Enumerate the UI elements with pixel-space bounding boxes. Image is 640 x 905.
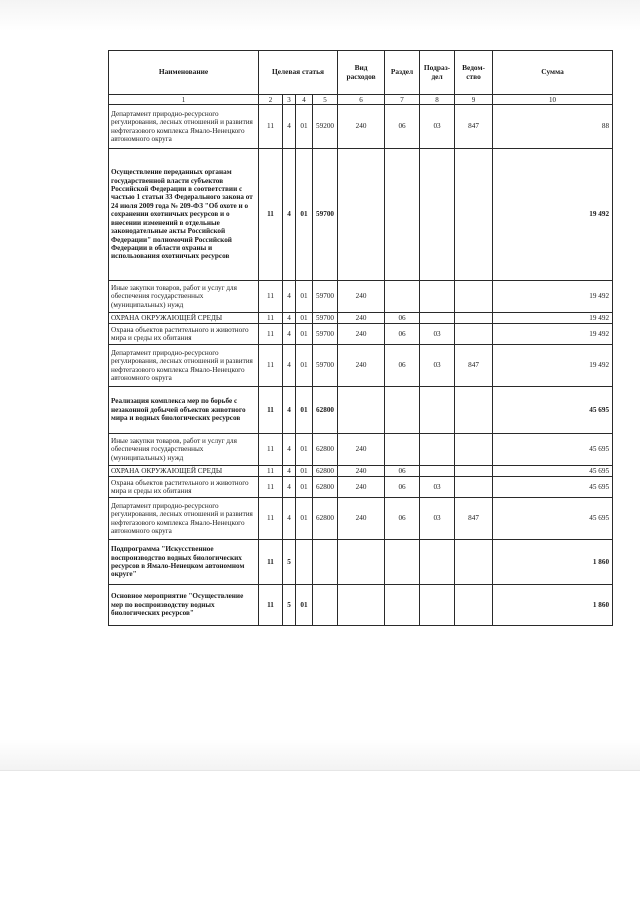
budget-table	[108, 50, 613, 626]
target-article-part-3: 01	[296, 434, 313, 466]
expense-type: 240	[338, 313, 385, 324]
row-name: Основное мероприятие "Осуществление мер по воспроизводству водных биологических ресурсов"	[109, 585, 259, 626]
target-article-part-3: 01	[296, 585, 313, 626]
section-code	[385, 540, 420, 585]
target-article-part-2: 4	[283, 466, 296, 477]
department-code	[455, 540, 493, 585]
subsection-code	[420, 313, 455, 324]
target-article-part-1: 11	[259, 585, 283, 626]
column-number: 1	[109, 95, 259, 105]
target-article-part-1: 11	[259, 434, 283, 466]
department-code	[455, 281, 493, 313]
target-article-part-1: 11	[259, 324, 283, 345]
amount: 19 492	[493, 281, 613, 313]
header-name: Наименование	[109, 51, 259, 95]
expense-type: 240	[338, 324, 385, 345]
expense-type: 240	[338, 434, 385, 466]
column-number: 6	[338, 95, 385, 105]
subsection-code: 03	[420, 498, 455, 540]
target-article-part-2: 4	[283, 345, 296, 387]
section-code: 06	[385, 498, 420, 540]
amount: 45 695	[493, 466, 613, 477]
target-article-part-3: 01	[296, 281, 313, 313]
target-article-part-3: 01	[296, 387, 313, 434]
column-number: 10	[493, 95, 613, 105]
target-article-part-2: 4	[283, 324, 296, 345]
target-article-part-4	[313, 540, 338, 585]
target-article-part-4: 62800	[313, 387, 338, 434]
department-code	[455, 387, 493, 434]
table-header-row	[109, 51, 613, 95]
amount: 19 492	[493, 324, 613, 345]
target-article-part-1: 11	[259, 345, 283, 387]
section-code: 06	[385, 466, 420, 477]
table-row	[109, 498, 613, 540]
row-name: ОХРАНА ОКРУЖАЮЩЕЙ СРЕДЫ	[109, 466, 259, 477]
target-article-part-1: 11	[259, 387, 283, 434]
amount: 45 695	[493, 477, 613, 498]
subsection-code: 03	[420, 324, 455, 345]
row-name: Иные закупки товаров, работ и услуг для обеспечения государственных (муниципальных) нужд	[109, 281, 259, 313]
target-article-part-3	[296, 540, 313, 585]
target-article-part-2: 4	[283, 387, 296, 434]
target-article-part-2: 5	[283, 540, 296, 585]
row-name: Осуществление переданных органам государственной власти субъектов Российской Федерации в соответствии с частью 1 статьи 33 Федерального закона от 24 июля 2009 года № 209-ФЗ "Об охоте и о сохранении охотничьих ресурсов и о внесении изменений в отдельные законодательные акты Российской Федерации" полномочий Российской Федерации в области охраны и использования охотничьих ресурсов	[109, 149, 259, 281]
subsection-code	[420, 585, 455, 626]
expense-type: 240	[338, 498, 385, 540]
table-row	[109, 281, 613, 313]
header-subsection: Подраз-дел	[420, 51, 455, 95]
row-name: Департамент природно-ресурсного регулирования, лесных отношений и развития нефтегазового комплекса Ямало-Ненецкого автономного округа	[109, 105, 259, 149]
target-article-part-2: 4	[283, 434, 296, 466]
table-row	[109, 105, 613, 149]
amount: 1 860	[493, 540, 613, 585]
subsection-code	[420, 281, 455, 313]
subsection-code: 03	[420, 345, 455, 387]
target-article-part-3: 01	[296, 313, 313, 324]
department-code: 847	[455, 345, 493, 387]
section-code	[385, 585, 420, 626]
department-code: 847	[455, 105, 493, 149]
target-article-part-3: 01	[296, 477, 313, 498]
subsection-code	[420, 466, 455, 477]
target-article-part-3: 01	[296, 498, 313, 540]
section-code: 06	[385, 313, 420, 324]
target-article-part-3: 01	[296, 324, 313, 345]
section-code: 06	[385, 345, 420, 387]
department-code	[455, 324, 493, 345]
amount: 19 492	[493, 313, 613, 324]
column-number: 7	[385, 95, 420, 105]
department-code	[455, 313, 493, 324]
table-row	[109, 324, 613, 345]
column-number: 2	[259, 95, 283, 105]
amount: 1 860	[493, 585, 613, 626]
column-number: 5	[313, 95, 338, 105]
target-article-part-1: 11	[259, 498, 283, 540]
subsection-code: 03	[420, 477, 455, 498]
expense-type	[338, 585, 385, 626]
target-article-part-4: 59700	[313, 313, 338, 324]
target-article-part-1: 11	[259, 281, 283, 313]
column-number: 4	[296, 95, 313, 105]
section-code	[385, 434, 420, 466]
section-code: 06	[385, 324, 420, 345]
header-target-article: Целевая статья	[259, 51, 338, 95]
row-name: Реализация комплекса мер по борьбе с незаконной добычей объектов животного мира и водных биологических ресурсов	[109, 387, 259, 434]
expense-type: 240	[338, 477, 385, 498]
target-article-part-4: 62800	[313, 466, 338, 477]
amount: 45 695	[493, 387, 613, 434]
header-amount: Сумма	[493, 51, 613, 95]
target-article-part-4: 62800	[313, 434, 338, 466]
target-article-part-1: 11	[259, 540, 283, 585]
target-article-part-2: 4	[283, 105, 296, 149]
target-article-part-4: 62800	[313, 477, 338, 498]
target-article-part-2: 4	[283, 149, 296, 281]
target-article-part-3: 01	[296, 149, 313, 281]
department-code	[455, 585, 493, 626]
row-name: Департамент природно-ресурсного регулирования, лесных отношений и развития нефтегазового комплекса Ямало-Ненецкого автономного округа	[109, 345, 259, 387]
column-number: 9	[455, 95, 493, 105]
target-article-part-3: 01	[296, 345, 313, 387]
column-number: 3	[283, 95, 296, 105]
target-article-part-4: 59700	[313, 345, 338, 387]
row-name: Иные закупки товаров, работ и услуг для обеспечения государственных (муниципальных) нужд	[109, 434, 259, 466]
header-expense-type: Вид расходов	[338, 51, 385, 95]
target-article-part-2: 5	[283, 585, 296, 626]
header-section: Раздел	[385, 51, 420, 95]
section-code	[385, 281, 420, 313]
subsection-code	[420, 387, 455, 434]
amount: 45 695	[493, 498, 613, 540]
target-article-part-4: 59700	[313, 324, 338, 345]
target-article-part-4: 62800	[313, 498, 338, 540]
target-article-part-3: 01	[296, 466, 313, 477]
subsection-code	[420, 149, 455, 281]
table-row	[109, 387, 613, 434]
row-name: Охрана объектов растительного и животного мира и среды их обитания	[109, 324, 259, 345]
table-row	[109, 149, 613, 281]
row-name: ОХРАНА ОКРУЖАЮЩЕЙ СРЕДЫ	[109, 313, 259, 324]
department-code	[455, 434, 493, 466]
expense-type: 240	[338, 466, 385, 477]
section-code: 06	[385, 477, 420, 498]
row-name: Охрана объектов растительного и животного мира и среды их обитания	[109, 477, 259, 498]
target-article-part-2: 4	[283, 477, 296, 498]
section-code	[385, 149, 420, 281]
expense-type	[338, 540, 385, 585]
section-code: 06	[385, 105, 420, 149]
department-code	[455, 149, 493, 281]
expense-type: 240	[338, 105, 385, 149]
expense-type	[338, 387, 385, 434]
target-article-part-2: 4	[283, 281, 296, 313]
row-name: Подпрограмма "Искусственное воспроизводство водных биологических ресурсов в Ямало-Ненецком автономном округе"	[109, 540, 259, 585]
target-article-part-4	[313, 585, 338, 626]
amount: 45 695	[493, 434, 613, 466]
expense-type	[338, 149, 385, 281]
header-department: Ведом-ство	[455, 51, 493, 95]
amount: 19 492	[493, 149, 613, 281]
target-article-part-2: 4	[283, 313, 296, 324]
target-article-part-4: 59200	[313, 105, 338, 149]
target-article-part-1: 11	[259, 105, 283, 149]
table-row	[109, 313, 613, 324]
page-edge	[0, 770, 640, 771]
section-code	[385, 387, 420, 434]
table-row	[109, 585, 613, 626]
target-article-part-1: 11	[259, 313, 283, 324]
target-article-part-4: 59700	[313, 149, 338, 281]
target-article-part-1: 11	[259, 466, 283, 477]
table-row	[109, 540, 613, 585]
target-article-part-1: 11	[259, 149, 283, 281]
table-row	[109, 345, 613, 387]
target-article-part-1: 11	[259, 477, 283, 498]
target-article-part-4: 59700	[313, 281, 338, 313]
expense-type: 240	[338, 281, 385, 313]
table-row	[109, 434, 613, 466]
subsection-code	[420, 434, 455, 466]
row-name: Департамент природно-ресурсного регулирования, лесных отношений и развития нефтегазового комплекса Ямало-Ненецкого автономного округа	[109, 498, 259, 540]
department-code: 847	[455, 498, 493, 540]
column-number-row	[109, 95, 613, 105]
department-code	[455, 466, 493, 477]
target-article-part-2: 4	[283, 498, 296, 540]
expense-type: 240	[338, 345, 385, 387]
subsection-code: 03	[420, 105, 455, 149]
table-row	[109, 466, 613, 477]
table-row	[109, 477, 613, 498]
subsection-code	[420, 540, 455, 585]
column-number: 8	[420, 95, 455, 105]
amount: 19 492	[493, 345, 613, 387]
amount: 88	[493, 105, 613, 149]
target-article-part-3: 01	[296, 105, 313, 149]
department-code	[455, 477, 493, 498]
